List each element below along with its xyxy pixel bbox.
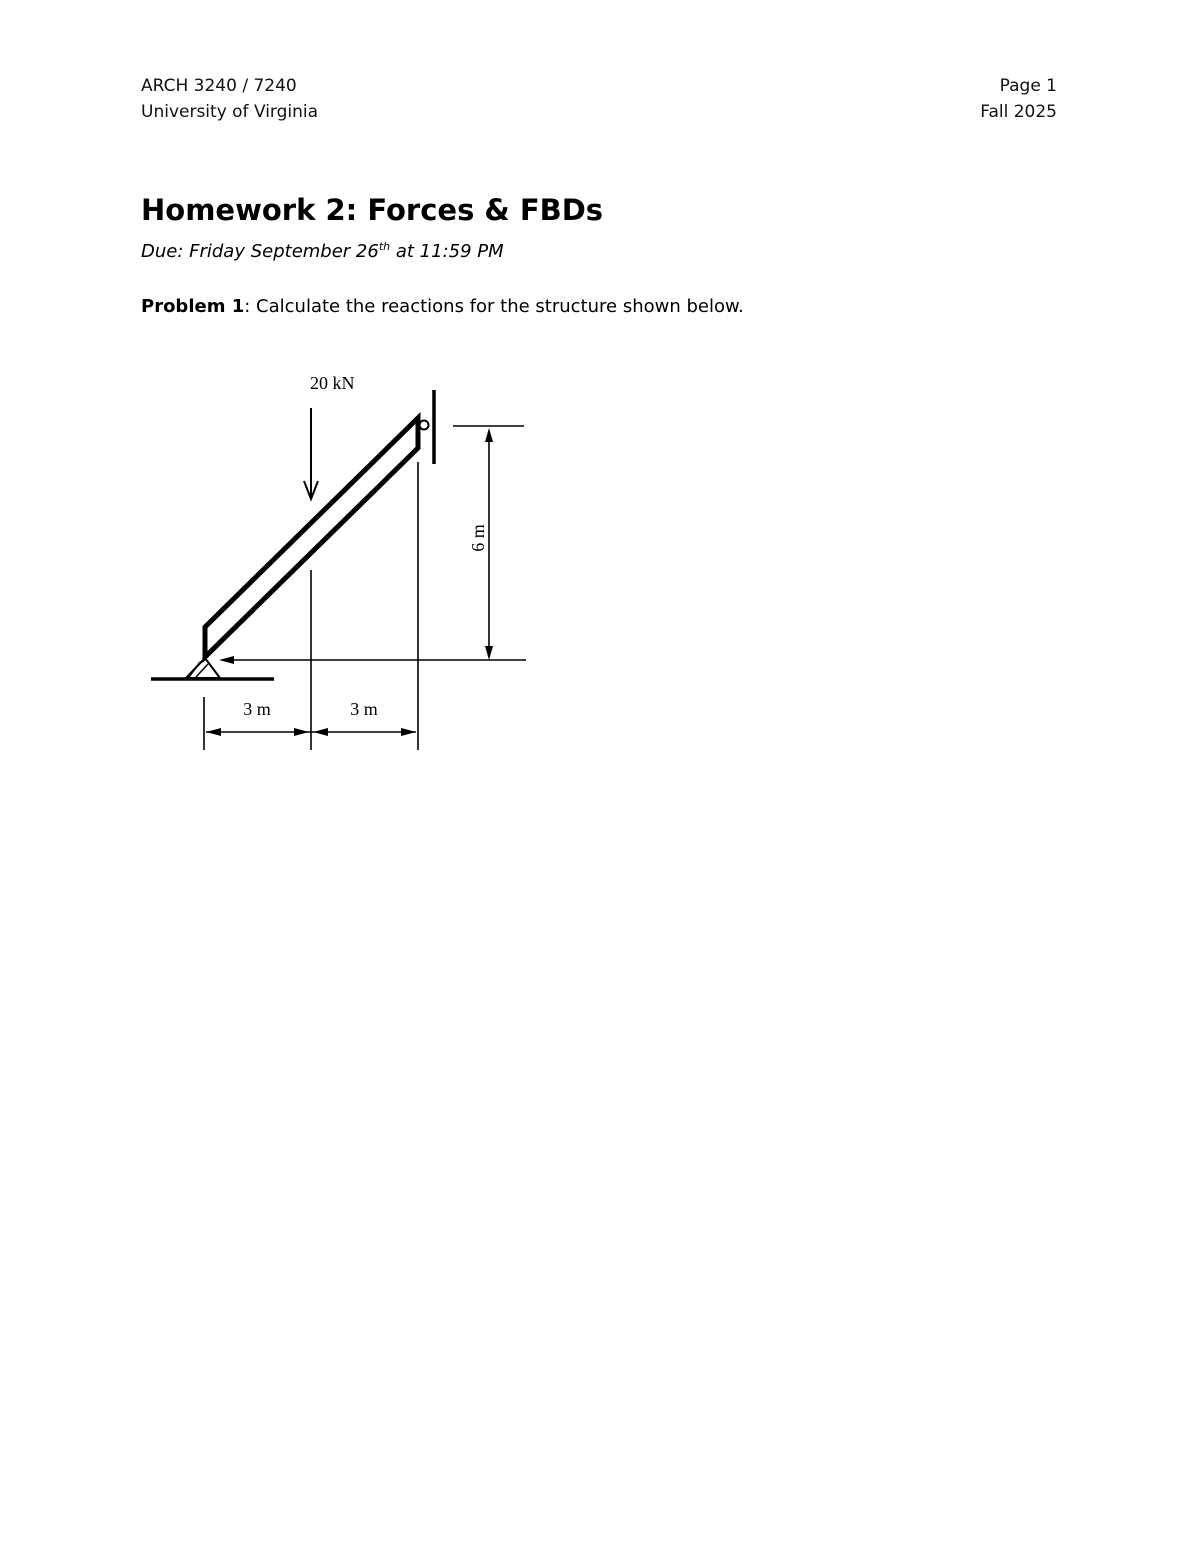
problem-statement [141, 293, 744, 321]
problem-label: Problem 1 [141, 296, 245, 317]
due-superscript: th [378, 240, 391, 253]
roller-support [420, 390, 435, 464]
page-title: Homework 2: Forces & FBDs [141, 193, 604, 227]
header-left [141, 73, 318, 125]
inclined-member [205, 418, 418, 657]
problem-text: : Calculate the reactions for the structure shown below. [244, 296, 744, 317]
pin-support [151, 658, 274, 679]
dimension-arrowheads [206, 428, 493, 736]
university-name: University of Virginia [141, 102, 319, 122]
course-code: ARCH 3240 / 7240 [141, 76, 297, 96]
span-right-label: 3 m [350, 699, 378, 719]
header-right [980, 73, 1057, 125]
dimension-lines [204, 426, 526, 750]
load-label: 20 kN [310, 373, 355, 393]
height-label: 6 m [468, 524, 488, 552]
page-number: Page 1 [999, 76, 1057, 96]
load-arrow [304, 408, 318, 499]
due-date [141, 238, 504, 266]
span-left-label: 3 m [243, 699, 271, 719]
due-prefix: Due: Friday September 26 [141, 241, 379, 262]
term: Fall 2025 [980, 102, 1057, 122]
due-suffix: at 11:59 PM [390, 241, 504, 262]
